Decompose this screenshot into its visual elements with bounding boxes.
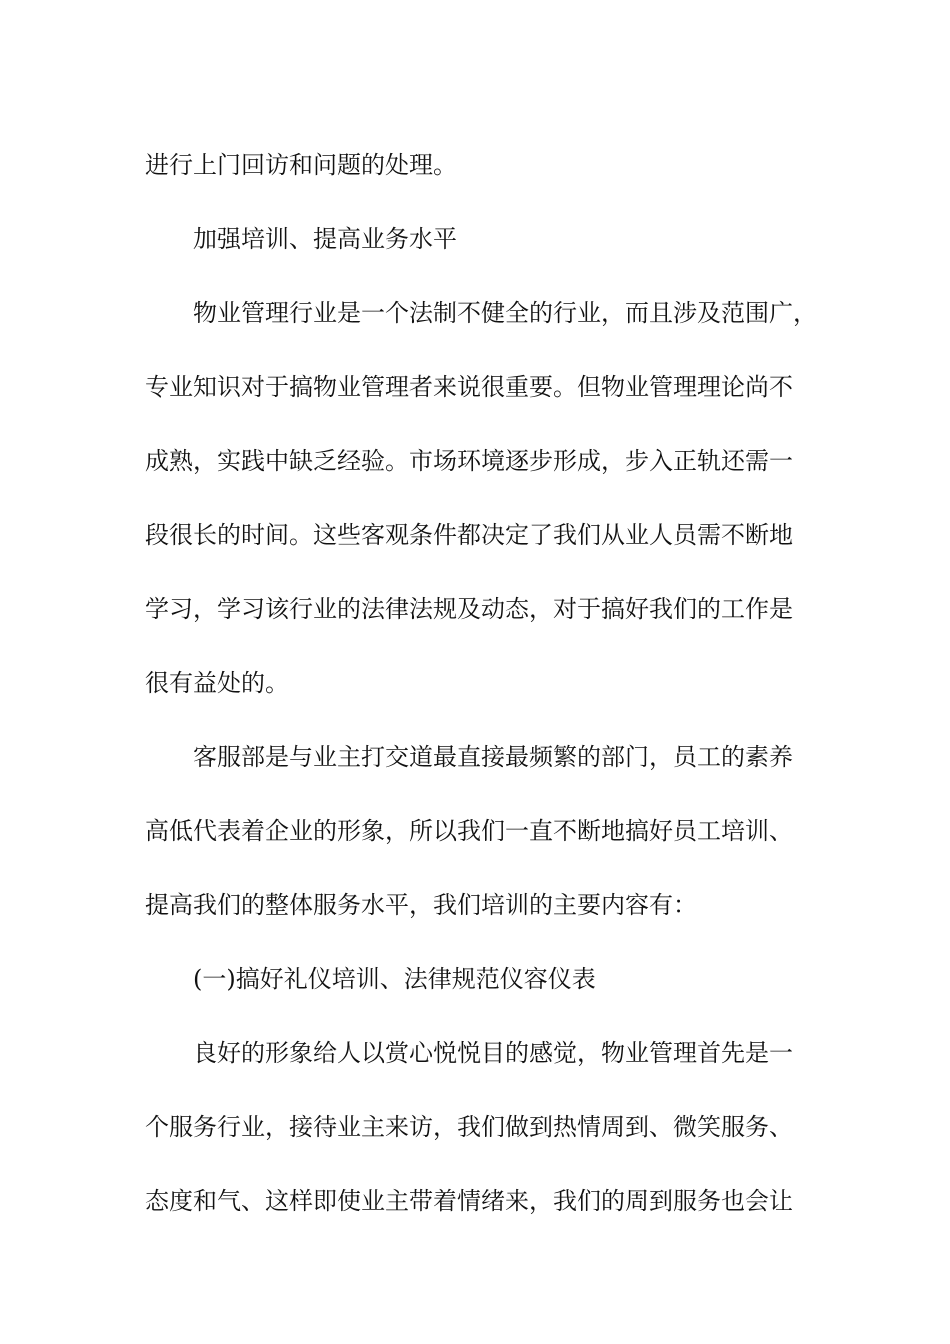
text-line: 提高我们的整体服务水平，我们培训的主要内容有： <box>145 891 697 919</box>
text-line: 客服部是与业主打交道最直接最频繁的部门，员工的素养 <box>193 743 793 771</box>
text-line: 很有益处的。 <box>145 669 289 697</box>
text-line: 段很长的时间。这些客观条件都决定了我们从业人员需不断地 <box>145 521 793 549</box>
subsection-heading: (一)搞好礼仪培训、法律规范仪容仪表 <box>193 965 596 993</box>
text-line: 良好的形象给人以赏心悦悦目的感觉，物业管理首先是一 <box>193 1039 793 1067</box>
text-line: 成熟，实践中缺乏经验。市场环境逐步形成，步入正轨还需一 <box>145 447 793 475</box>
text-line: 个服务行业，接待业主来访，我们做到热情周到、微笑服务、 <box>145 1113 793 1141</box>
text-line: 态度和气、这样即使业主带着情绪来，我们的周到服务也会让 <box>145 1187 793 1215</box>
text-line: 高低代表着企业的形象，所以我们一直不断地搞好员工培训、 <box>145 817 793 845</box>
text-line: 专业知识对于搞物业管理者来说很重要。但物业管理理论尚不 <box>145 373 793 401</box>
section-heading: 加强培训、提高业务水平 <box>193 225 457 253</box>
document-body <box>145 128 825 1238</box>
text-line: 物业管理行业是一个法制不健全的行业，而且涉及范围广， <box>193 299 817 327</box>
text-line: 学习，学习该行业的法律法规及动态，对于搞好我们的工作是 <box>145 595 793 623</box>
text-line: 进行上门回访和问题的处理。 <box>145 151 457 179</box>
